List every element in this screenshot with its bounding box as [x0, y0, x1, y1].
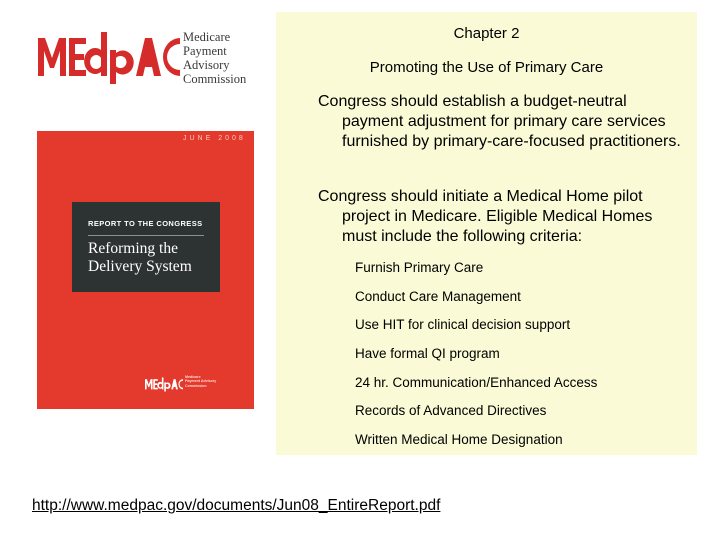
cover-medpac-logo: [145, 374, 225, 394]
org-line-3: Commission: [183, 72, 247, 86]
cover-org-line-1: Medicare: [185, 375, 201, 379]
cover-org-name: [185, 375, 216, 388]
criteria-item: Furnish Primary Care: [355, 260, 484, 275]
recommendation-2: [318, 187, 690, 247]
criteria-item: 24 hr. Communication/Enhanced Access: [355, 374, 598, 390]
medpac-org-name: [183, 30, 270, 86]
org-line-1: Medicare: [183, 30, 231, 44]
chapter-heading: Chapter 2: [453, 25, 520, 42]
cover-medpac-logo-mark: [145, 377, 183, 392]
criteria-item: Have formal QI program: [355, 346, 500, 362]
medpac-logo: [38, 22, 270, 84]
cover-title-line-1: Reforming the: [88, 240, 178, 257]
cover-title: [88, 240, 192, 276]
org-line-2: Payment Advisory: [183, 44, 230, 72]
criteria-item: Use HIT for clinical decision support: [355, 317, 571, 333]
chapter-subtitle: Promoting the Use of Primary Care: [369, 59, 604, 76]
cover-rule: [88, 235, 204, 236]
content-panel: [276, 12, 697, 455]
recommendation-1-text: Congress should establish a budget-neutral payment adjustment for primary care services furnished by primary-care-focused practitioners.: [318, 93, 681, 150]
criteria-item: Records of Advanced Directives: [355, 403, 547, 419]
report-link[interactable]: http://www.medpac.gov/documents/Jun08_EntireReport.pdf: [32, 497, 441, 514]
report-cover: [37, 131, 254, 409]
cover-org-line-2: Payment Advisory: [185, 379, 217, 384]
cover-title-line-2: Delivery System: [88, 258, 192, 275]
medpac-logo-mark: [38, 32, 180, 84]
cover-label: REPORT TO THE CONGRESS: [88, 219, 203, 228]
criteria-list: [355, 259, 597, 460]
recommendation-2-text: Congress should initiate a Medical Home pilot project in Medicare. Eligible Medical Homes must include the following criteria:: [318, 188, 653, 245]
cover-date: JUNE 2008: [183, 135, 246, 142]
cover-org-line-3: Commission: [185, 383, 207, 388]
recommendation-1: [318, 92, 690, 152]
criteria-item: Written Medical Home Designation: [355, 432, 563, 448]
criteria-item: Conduct Care Management: [355, 288, 521, 304]
cover-title-box: [72, 202, 220, 292]
